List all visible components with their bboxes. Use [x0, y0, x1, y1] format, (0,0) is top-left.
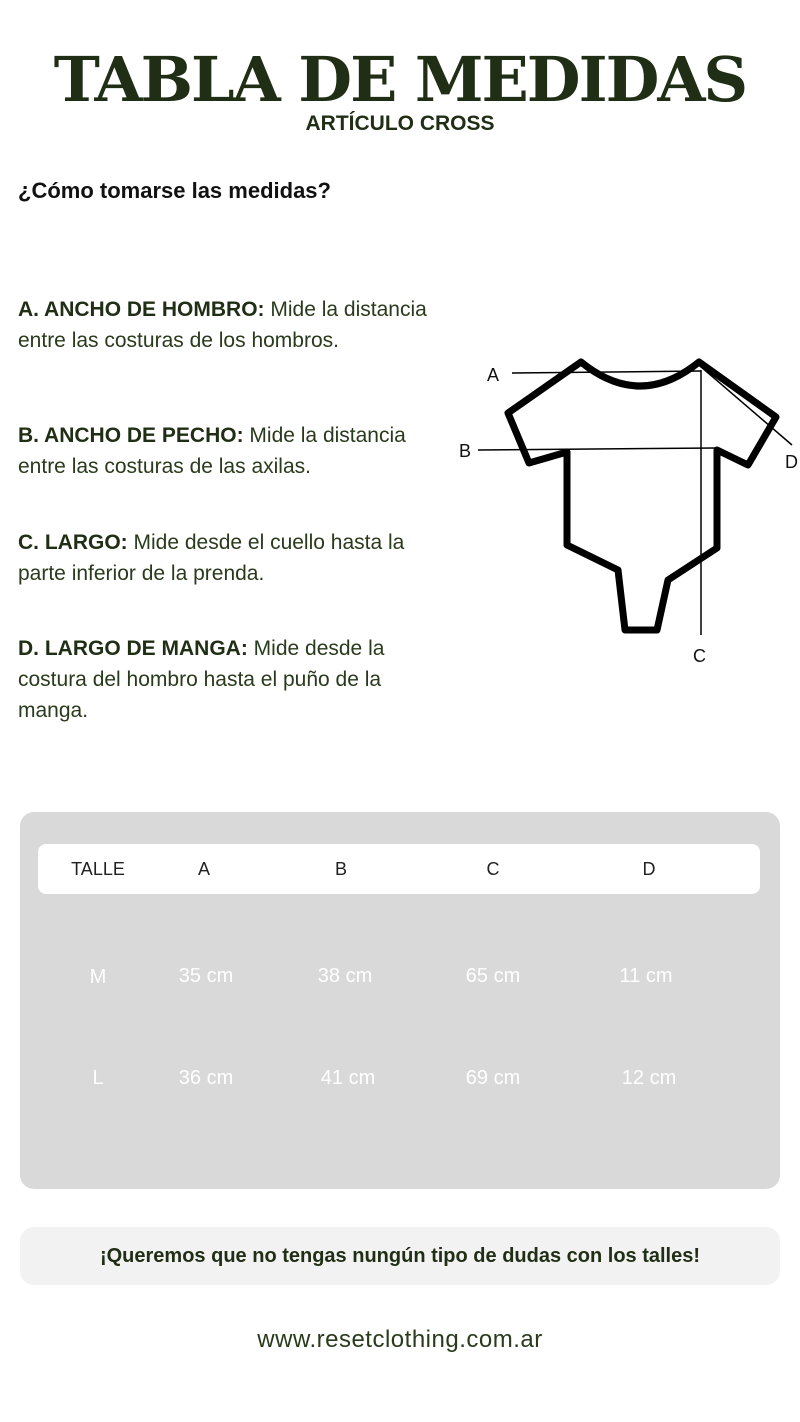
row-m-b: 38 cm [317, 965, 373, 987]
bodysuit-diagram [450, 340, 800, 680]
info-banner: ¡Queremos que no tengas nungún tipo de dudas con los talles! [20, 1227, 780, 1285]
row-m-a: 35 cm [178, 965, 234, 987]
instruction-text: Mide la distancia entre las costuras de las axilas. [18, 424, 406, 478]
row-m-d: 11 cm [619, 965, 673, 987]
header-c: C [486, 859, 500, 879]
label-a: A [487, 365, 500, 385]
line-d [700, 366, 792, 445]
instruction-sleeve-length [18, 633, 448, 726]
instruction-label: A. ANCHO DE HOMBRO: [18, 298, 265, 321]
row-l-size: L [92, 1067, 104, 1089]
row-m-size: M [89, 966, 107, 988]
header-a: A [197, 859, 211, 879]
bodysuit-outline [508, 362, 776, 630]
instruction-label: B. ANCHO DE PECHO: [18, 424, 244, 447]
page-subtitle: ARTÍCULO CROSS [305, 112, 495, 135]
row-m-c: 65 cm [465, 965, 521, 987]
row-l-d: 12 cm [621, 1067, 677, 1089]
header-b: B [334, 859, 348, 879]
header-d: D [642, 859, 656, 879]
line-b [478, 448, 716, 450]
instruction-label: D. LARGO DE MANGA: [18, 637, 248, 660]
footer-url[interactable]: www.resetclothing.com.ar [257, 1326, 543, 1353]
instruction-text: Mide desde la costura del hombro hasta el puño de la manga. [18, 637, 385, 722]
line-a [512, 371, 701, 373]
row-l-c: 69 cm [465, 1067, 521, 1089]
label-d: D [785, 452, 798, 472]
instruction-text: Mide la distancia entre las costuras de los hombros. [18, 298, 427, 352]
row-l-a: 36 cm [178, 1067, 234, 1089]
label-b: B [459, 441, 472, 461]
page-title: TABLA DE MEDIDAS [53, 43, 747, 116]
instruction-length [18, 527, 448, 589]
row-l-b: 41 cm [320, 1067, 376, 1089]
instruction-text: Mide desde el cuello hasta la parte inferior de la prenda. [18, 531, 405, 585]
label-c: C [693, 646, 706, 666]
instruction-label: C. LARGO: [18, 531, 128, 554]
instruction-chest-width [18, 420, 458, 482]
instruction-shoulder-width [18, 294, 458, 356]
header-talle: TALLE [71, 859, 125, 879]
how-to-heading: ¿Cómo tomarse las medidas? [18, 178, 331, 203]
